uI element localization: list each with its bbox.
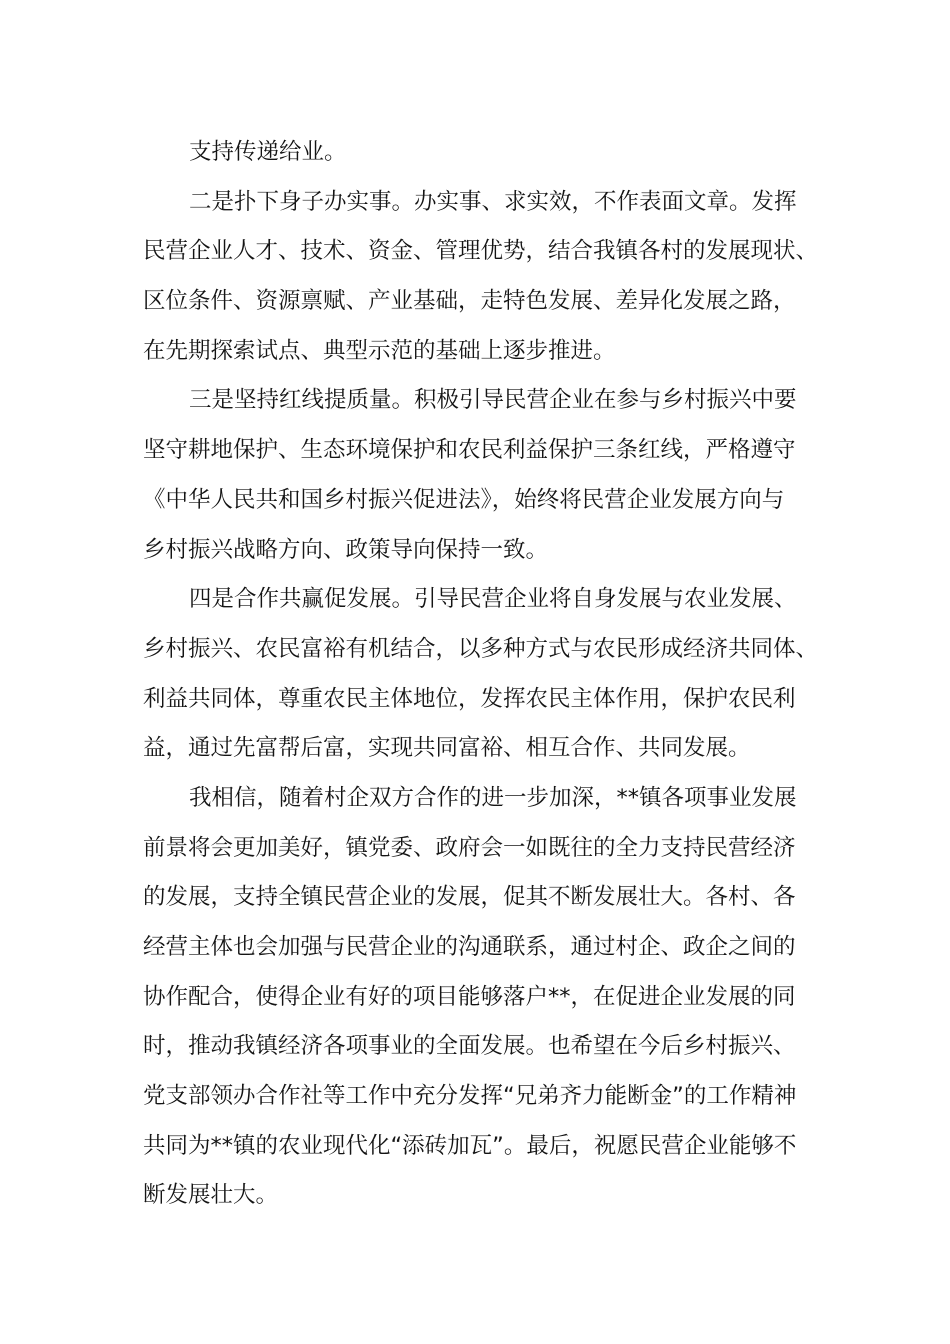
text-line: 在先期探索试点、典型示范的基础上逐步推进。 [143, 337, 616, 364]
text-line: 共同为**镇的农业现代化“添砖加瓦”。最后，祝愿民营企业能够不 [143, 1132, 797, 1159]
text-line: 益，通过先富帮后富，实现共同富裕、相互合作、共同发展。 [143, 735, 751, 762]
text-line: 区位条件、资源禀赋、产业基础，走特色发展、差异化发展之路， [143, 288, 796, 315]
text-line: 经营主体也会加强与民营企业的沟通联系，通过村企、政企之间的 [143, 934, 796, 960]
text-line: 民营企业人才、技术、资金、管理优势，结合我镇各村的发展现状、 [143, 238, 819, 265]
text-line: 支持传递给业。 [189, 139, 347, 165]
paragraph-4 [143, 575, 819, 774]
document-body [143, 128, 819, 1221]
text-line: 坚守耕地保护、生态环境保护和农民利益保护三条红线，严格遵守 [143, 437, 796, 464]
text-line: 党支部领办合作社等工作中充分发挥“兄弟齐力能断金”的工作精神 [143, 1083, 797, 1110]
text-line: 协作配合，使得企业有好的项目能够落户**，在促进企业发展的同 [143, 983, 796, 1010]
text-line: 断发展壮大。 [143, 1182, 279, 1209]
text-line: 二是扑下身子办实事。办实事、求实效，不作表面文章。发挥 [189, 188, 797, 215]
paragraph-5 [143, 774, 815, 1221]
text-line: 三是坚持红线提质量。积极引导民营企业在参与乡村振兴中要 [189, 387, 797, 414]
text-line: 乡村振兴、农民富裕有机结合，以多种方式与农民形成经济共同体、 [143, 635, 819, 662]
paragraph-2 [143, 178, 819, 377]
text-line: 《中华人民共和国乡村振兴促进法》，始终将民营企业发展方向与 [143, 486, 785, 513]
text-line: 四是合作共赢促发展。引导民营企业将自身发展与农业发展、 [189, 586, 797, 613]
text-line: 时，推动我镇经济各项事业的全面发展。也希望在今后乡村振兴、 [143, 1033, 796, 1060]
text-line: 利益共同体，尊重农民主体地位，发挥农民主体作用，保护农民利 [143, 685, 796, 712]
text-line: 乡村振兴战略方向、政策导向保持一致。 [143, 536, 549, 563]
paragraph-3 [143, 376, 815, 575]
paragraph-1 [143, 128, 815, 178]
text-line: 的发展，支持全镇民营企业的发展，促其不断发展壮大。各村、各 [143, 884, 796, 911]
text-line: 我相信，随着村企双方合作的进一步加深，**镇各项事业发展 [189, 784, 797, 811]
text-line: 前景将会更加美好，镇党委、政府会一如既往的全力支持民营经济 [143, 834, 796, 861]
